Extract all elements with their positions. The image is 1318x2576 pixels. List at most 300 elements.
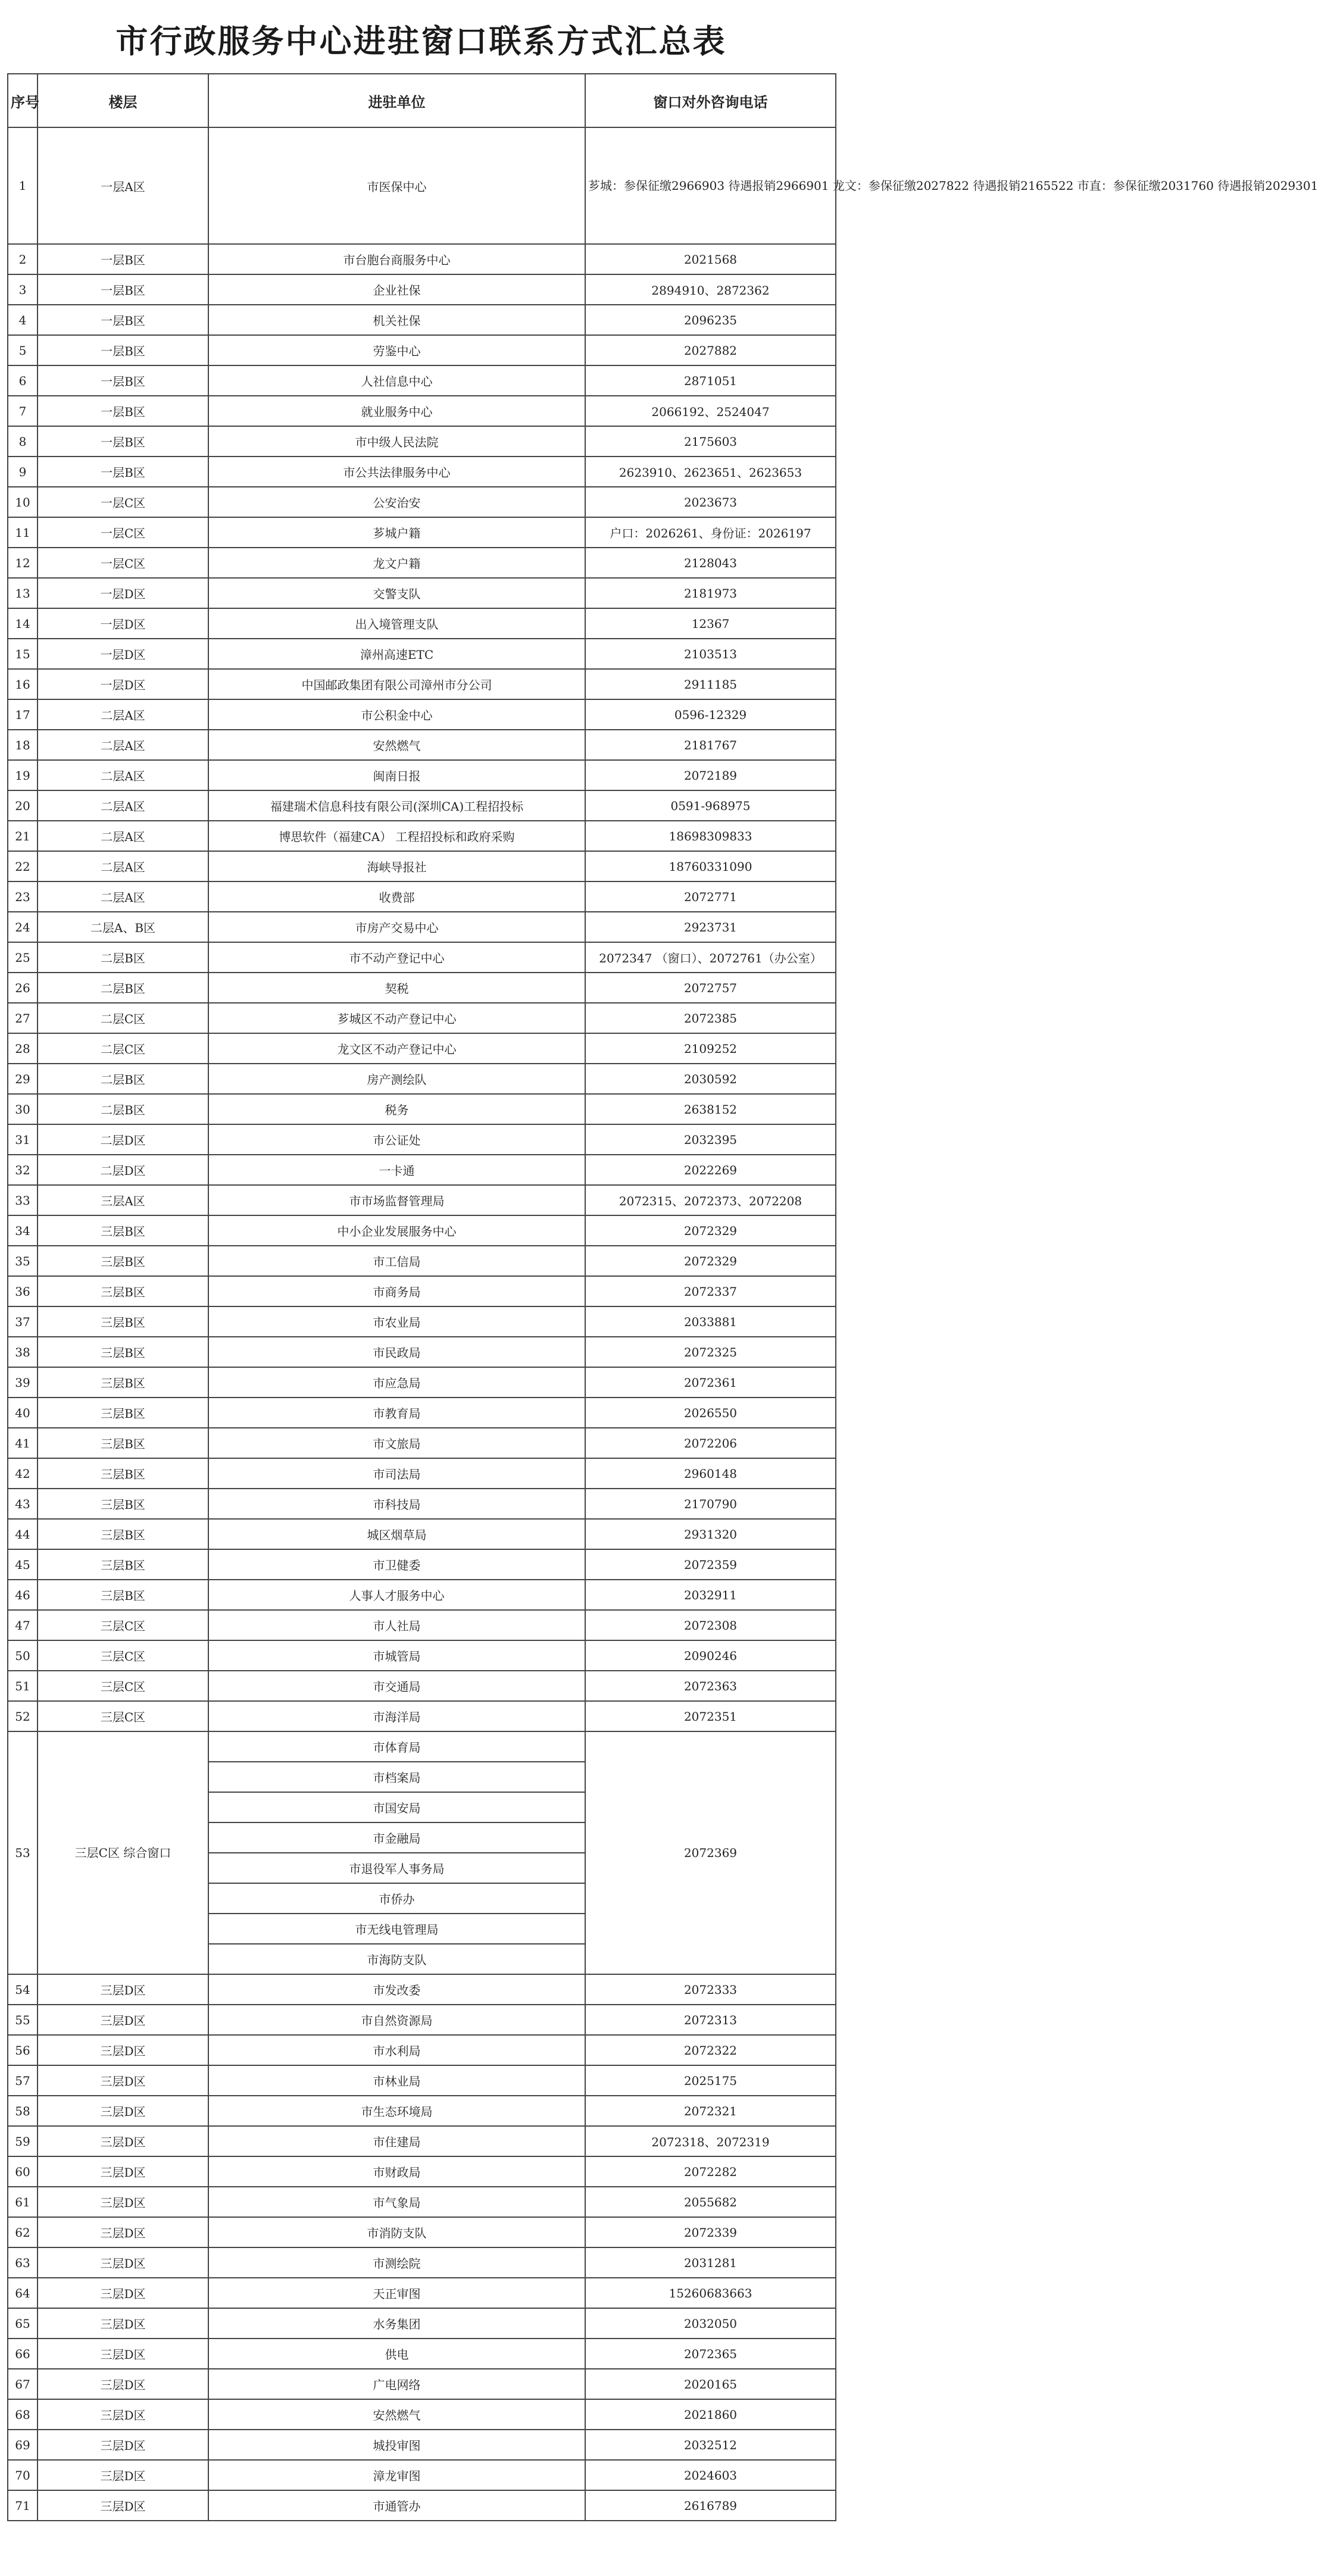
row-number: 65 (8, 2308, 38, 2339)
row-phone: 2072351 (585, 1701, 836, 1731)
row-phone: 2072363 (585, 1671, 836, 1701)
row-unit: 天正审图 (208, 2278, 585, 2308)
row-unit: 市公证处 (208, 1124, 585, 1155)
table-row (8, 365, 836, 396)
row-number: 16 (8, 669, 38, 699)
row-unit: 市教育局 (208, 1398, 585, 1428)
row-unit: 海峡导报社 (208, 851, 585, 881)
row-phone: 2066192、2524047 (585, 396, 836, 426)
row-floor: 二层A区 (38, 760, 208, 790)
row-unit: 出入境管理支队 (208, 608, 585, 639)
row-phone: 2911185 (585, 669, 836, 699)
row-phone: 2025175 (585, 2065, 836, 2096)
row-number: 70 (8, 2460, 38, 2490)
table-row (8, 1640, 836, 1671)
row-unit: 市人社局 (208, 1610, 585, 1640)
row-floor: 二层B区 (38, 973, 208, 1003)
table-row (8, 912, 836, 942)
row-unit: 博思软件（福建CA） 工程招投标和政府采购 (208, 821, 585, 851)
row-number: 32 (8, 1155, 38, 1185)
table-row (8, 1519, 836, 1549)
table-row (8, 1428, 836, 1458)
row-phone: 2021860 (585, 2399, 836, 2430)
row-unit: 市房产交易中心 (208, 912, 585, 942)
row-number: 30 (8, 1094, 38, 1124)
table-row (8, 1246, 836, 1276)
table-row (8, 2187, 836, 2217)
table-row (8, 2126, 836, 2156)
row-phone: 2072321 (585, 2096, 836, 2126)
row-phone: 2931320 (585, 1519, 836, 1549)
table-row (8, 2156, 836, 2187)
row-floor: 二层B区 (38, 942, 208, 973)
table-row (8, 487, 836, 517)
row-phone: 15260683663 (585, 2278, 836, 2308)
row-floor: 三层D区 (38, 2247, 208, 2278)
table-body (8, 127, 1318, 2521)
row-unit: 龙文区不动产登记中心 (208, 1033, 585, 1064)
row-unit: 市中级人民法院 (208, 426, 585, 457)
row-unit: 市农业局 (208, 1306, 585, 1337)
table-row (8, 1731, 836, 1762)
row-unit: 市工信局 (208, 1246, 585, 1276)
row-number: 17 (8, 699, 38, 730)
row-number: 24 (8, 912, 38, 942)
row-phone: 2072189 (585, 760, 836, 790)
table-row (8, 1306, 836, 1337)
table-row (8, 548, 836, 578)
row-floor: 三层D区 (38, 2065, 208, 2096)
row-number: 5 (8, 335, 38, 365)
row-unit: 市商务局 (208, 1276, 585, 1306)
row-unit: 契税 (208, 973, 585, 1003)
row-floor: 三层B区 (38, 1428, 208, 1458)
table-row (8, 1458, 836, 1489)
row-floor: 三层B区 (38, 1337, 208, 1367)
row-unit: 市体育局 (208, 1731, 585, 1762)
row-unit: 芗城区不动产登记中心 (208, 1003, 585, 1033)
row-floor: 一层D区 (38, 669, 208, 699)
row-phone: 2072337 (585, 1276, 836, 1306)
row-floor: 二层A区 (38, 881, 208, 912)
row-phone: 2616789 (585, 2490, 836, 2521)
row-unit: 公安治安 (208, 487, 585, 517)
table-row (8, 1155, 836, 1185)
row-unit: 劳鉴中心 (208, 335, 585, 365)
row-number: 44 (8, 1519, 38, 1549)
table-row (8, 1094, 836, 1124)
row-phone: 2030592 (585, 1064, 836, 1094)
row-unit: 市公共法律服务中心 (208, 457, 585, 487)
row-unit: 市不动产登记中心 (208, 942, 585, 973)
table-row (8, 1398, 836, 1428)
row-unit: 闽南日报 (208, 760, 585, 790)
row-unit: 供电 (208, 2339, 585, 2369)
row-number: 10 (8, 487, 38, 517)
row-unit: 收费部 (208, 881, 585, 912)
row-floor: 三层D区 (38, 2217, 208, 2247)
row-number: 67 (8, 2369, 38, 2399)
row-phone: 2072365 (585, 2339, 836, 2369)
row-number: 54 (8, 1974, 38, 2005)
row-unit: 福建瑞术信息科技有限公司(深圳CA)工程招投标 (208, 790, 585, 821)
row-floor: 三层B区 (38, 1215, 208, 1246)
row-floor: 三层B区 (38, 1398, 208, 1428)
table-row (8, 2247, 836, 2278)
table-row (8, 2369, 836, 2399)
row-unit: 税务 (208, 1094, 585, 1124)
row-floor: 二层C区 (38, 1033, 208, 1064)
row-number: 19 (8, 760, 38, 790)
row-floor: 一层B区 (38, 274, 208, 305)
table-row (8, 1610, 836, 1640)
row-number: 69 (8, 2430, 38, 2460)
row-phone: 18760331090 (585, 851, 836, 881)
row-phone: 2072315、2072373、2072208 (585, 1185, 836, 1215)
row-unit: 市住建局 (208, 2126, 585, 2156)
row-unit: 人事人才服务中心 (208, 1580, 585, 1610)
row-number: 27 (8, 1003, 38, 1033)
row-number: 62 (8, 2217, 38, 2247)
row-unit: 市档案局 (208, 1762, 585, 1792)
row-floor: 三层D区 (38, 2369, 208, 2399)
row-unit: 市文旅局 (208, 1428, 585, 1458)
row-phone: 2055682 (585, 2187, 836, 2217)
row-unit: 市公积金中心 (208, 699, 585, 730)
row-number: 21 (8, 821, 38, 851)
row-number: 42 (8, 1458, 38, 1489)
row-number: 4 (8, 305, 38, 335)
table-row (8, 608, 836, 639)
header-phone: 窗口对外咨询电话 (585, 74, 836, 127)
row-floor: 一层D区 (38, 578, 208, 608)
row-unit: 市民政局 (208, 1337, 585, 1367)
row-number: 64 (8, 2278, 38, 2308)
row-floor: 一层B区 (38, 244, 208, 274)
row-floor: 三层B区 (38, 1306, 208, 1337)
row-unit: 市医保中心 (208, 127, 585, 244)
row-floor: 三层C区 (38, 1701, 208, 1731)
row-floor: 三层D区 (38, 2096, 208, 2126)
table-row (8, 274, 836, 305)
row-number: 40 (8, 1398, 38, 1428)
row-number: 50 (8, 1640, 38, 1671)
table-row (8, 1489, 836, 1519)
row-unit: 就业服务中心 (208, 396, 585, 426)
row-floor: 三层C区 综合窗口 (38, 1731, 208, 1974)
row-number: 26 (8, 973, 38, 1003)
row-phone: 芗城：参保征缴2966903 待遇报销2966901 龙文：参保征缴2027822 待遇报销2165522 市直：参保征缴2031760 待遇报销2029301 (585, 127, 836, 244)
row-phone: 2032911 (585, 1580, 836, 1610)
table-row (8, 396, 836, 426)
table-row (8, 1064, 836, 1094)
table-row (8, 2005, 836, 2035)
row-number: 51 (8, 1671, 38, 1701)
row-phone: 2638152 (585, 1094, 836, 1124)
row-phone: 2128043 (585, 548, 836, 578)
row-unit: 城投审图 (208, 2430, 585, 2460)
header-row (8, 74, 836, 127)
row-floor: 二层B区 (38, 1094, 208, 1124)
table-row (8, 2217, 836, 2247)
row-number: 60 (8, 2156, 38, 2187)
row-floor: 一层B区 (38, 305, 208, 335)
row-number: 56 (8, 2035, 38, 2065)
row-phone: 2032395 (585, 1124, 836, 1155)
row-phone: 2181973 (585, 578, 836, 608)
table-row (8, 426, 836, 457)
row-number: 45 (8, 1549, 38, 1580)
table-row (8, 305, 836, 335)
row-phone: 2021568 (585, 244, 836, 274)
table-row (8, 881, 836, 912)
row-unit: 安然燃气 (208, 2399, 585, 2430)
row-phone: 2072361 (585, 1367, 836, 1398)
row-floor: 二层C区 (38, 1003, 208, 1033)
row-unit: 城区烟草局 (208, 1519, 585, 1549)
row-floor: 三层B区 (38, 1489, 208, 1519)
table-row (8, 2490, 836, 2521)
row-number: 13 (8, 578, 38, 608)
row-unit: 市水利局 (208, 2035, 585, 2065)
row-phone: 2072333 (585, 1974, 836, 2005)
table-row (8, 1974, 836, 2005)
row-unit: 芗城户籍 (208, 517, 585, 548)
row-number: 61 (8, 2187, 38, 2217)
row-phone: 2031281 (585, 2247, 836, 2278)
row-floor: 一层B区 (38, 365, 208, 396)
row-floor: 一层A区 (38, 127, 208, 244)
row-phone: 2181767 (585, 730, 836, 760)
table-row (8, 1033, 836, 1064)
row-number: 6 (8, 365, 38, 396)
row-unit: 广电网络 (208, 2369, 585, 2399)
row-floor: 二层D区 (38, 1124, 208, 1155)
row-number: 36 (8, 1276, 38, 1306)
contact-table (7, 73, 1318, 2521)
row-unit: 市海防支队 (208, 1944, 585, 1974)
table-row (8, 1549, 836, 1580)
table-row (8, 1185, 836, 1215)
row-floor: 三层B区 (38, 1246, 208, 1276)
row-floor: 二层D区 (38, 1155, 208, 1185)
row-number: 3 (8, 274, 38, 305)
row-number: 46 (8, 1580, 38, 1610)
row-floor: 二层A区 (38, 790, 208, 821)
page-title: 市行政服务中心进驻窗口联系方式汇总表 (115, 21, 727, 60)
row-phone: 2022269 (585, 1155, 836, 1185)
row-floor: 一层C区 (38, 487, 208, 517)
row-phone: 2072282 (585, 2156, 836, 2187)
row-phone: 2894910、2872362 (585, 274, 836, 305)
row-unit: 中国邮政集团有限公司漳州市分公司 (208, 669, 585, 699)
row-number: 29 (8, 1064, 38, 1094)
row-floor: 二层A区 (38, 699, 208, 730)
table-row (8, 578, 836, 608)
row-unit: 人社信息中心 (208, 365, 585, 396)
row-floor: 三层D区 (38, 2156, 208, 2187)
row-phone: 2072329 (585, 1215, 836, 1246)
table-row (8, 699, 836, 730)
row-number: 66 (8, 2339, 38, 2369)
row-phone: 2103513 (585, 639, 836, 669)
row-floor: 一层D区 (38, 608, 208, 639)
row-phone: 2170790 (585, 1489, 836, 1519)
row-floor: 三层B区 (38, 1276, 208, 1306)
row-number: 37 (8, 1306, 38, 1337)
row-unit: 房产测绘队 (208, 1064, 585, 1094)
row-number: 35 (8, 1246, 38, 1276)
row-number: 12 (8, 548, 38, 578)
row-unit: 市海洋局 (208, 1701, 585, 1731)
row-number: 14 (8, 608, 38, 639)
table-row (8, 2278, 836, 2308)
row-unit: 市应急局 (208, 1367, 585, 1398)
row-phone: 2072347 （窗口）、2072761（办公室） (585, 942, 836, 973)
table-row (8, 1367, 836, 1398)
row-number: 57 (8, 2065, 38, 2096)
row-unit: 市发改委 (208, 1974, 585, 2005)
row-phone: 2072329 (585, 1246, 836, 1276)
table-row (8, 2308, 836, 2339)
table-row (8, 760, 836, 790)
header-floor: 楼层 (38, 74, 208, 127)
table-row (8, 2399, 836, 2430)
row-phone: 12367 (585, 608, 836, 639)
row-phone: 2020165 (585, 2369, 836, 2399)
row-number: 7 (8, 396, 38, 426)
row-phone: 2072322 (585, 2035, 836, 2065)
row-floor: 一层B区 (38, 335, 208, 365)
row-unit: 市通管办 (208, 2490, 585, 2521)
row-floor: 三层C区 (38, 1671, 208, 1701)
row-number: 28 (8, 1033, 38, 1064)
row-phone: 2871051 (585, 365, 836, 396)
row-unit: 水务集团 (208, 2308, 585, 2339)
row-number: 15 (8, 639, 38, 669)
row-phone: 2026550 (585, 1398, 836, 1428)
row-floor: 三层D区 (38, 2035, 208, 2065)
row-phone: 2175603 (585, 426, 836, 457)
row-unit: 市消防支队 (208, 2217, 585, 2247)
table-row (8, 2460, 836, 2490)
row-floor: 三层A区 (38, 1185, 208, 1215)
row-phone: 2960148 (585, 1458, 836, 1489)
table-row (8, 127, 836, 244)
row-number: 8 (8, 426, 38, 457)
row-phone: 2027882 (585, 335, 836, 365)
row-number: 52 (8, 1701, 38, 1731)
row-phone: 18698309833 (585, 821, 836, 851)
row-number: 20 (8, 790, 38, 821)
row-number: 33 (8, 1185, 38, 1215)
row-phone: 2072206 (585, 1428, 836, 1458)
row-unit: 一卡通 (208, 1155, 585, 1185)
row-number: 18 (8, 730, 38, 760)
row-floor: 三层B区 (38, 1549, 208, 1580)
row-phone: 2623910、2623651、2623653 (585, 457, 836, 487)
row-phone: 户口：2026261、身份证：2026197 (585, 517, 836, 548)
table-row (8, 1215, 836, 1246)
row-floor: 三层D区 (38, 2308, 208, 2339)
row-number: 9 (8, 457, 38, 487)
table-row (8, 2339, 836, 2369)
table-row (8, 973, 836, 1003)
row-number: 63 (8, 2247, 38, 2278)
row-unit: 市生态环境局 (208, 2096, 585, 2126)
row-phone: 2032050 (585, 2308, 836, 2339)
row-phone: 2109252 (585, 1033, 836, 1064)
row-floor: 三层C区 (38, 1610, 208, 1640)
header-unit: 进驻单位 (208, 74, 585, 127)
table-row (8, 457, 836, 487)
row-number: 43 (8, 1489, 38, 1519)
row-floor: 三层D区 (38, 2399, 208, 2430)
table-row (8, 1701, 836, 1731)
row-number: 47 (8, 1610, 38, 1640)
row-unit: 市司法局 (208, 1458, 585, 1489)
row-floor: 三层D区 (38, 2126, 208, 2156)
row-unit: 市金融局 (208, 1822, 585, 1853)
table-row (8, 1124, 836, 1155)
row-unit: 市城管局 (208, 1640, 585, 1671)
row-unit: 市卫健委 (208, 1549, 585, 1580)
row-floor: 三层B区 (38, 1367, 208, 1398)
row-phone: 2096235 (585, 305, 836, 335)
row-phone: 2072369 (585, 1731, 836, 1974)
table-row (8, 669, 836, 699)
row-phone: 2072325 (585, 1337, 836, 1367)
row-unit: 交警支队 (208, 578, 585, 608)
row-number: 71 (8, 2490, 38, 2521)
row-floor: 一层C区 (38, 548, 208, 578)
table-row (8, 639, 836, 669)
row-phone: 2072771 (585, 881, 836, 912)
row-floor: 三层B区 (38, 1580, 208, 1610)
row-floor: 二层A区 (38, 730, 208, 760)
row-unit: 市科技局 (208, 1489, 585, 1519)
row-phone: 2033881 (585, 1306, 836, 1337)
row-floor: 三层D区 (38, 2187, 208, 2217)
row-unit: 市台胞台商服务中心 (208, 244, 585, 274)
row-number: 38 (8, 1337, 38, 1367)
row-number: 55 (8, 2005, 38, 2035)
row-phone: 2032512 (585, 2430, 836, 2460)
table-row (8, 942, 836, 973)
table-row (8, 2096, 836, 2126)
row-number: 41 (8, 1428, 38, 1458)
row-unit: 市气象局 (208, 2187, 585, 2217)
row-number: 34 (8, 1215, 38, 1246)
row-floor: 一层B区 (38, 396, 208, 426)
row-unit: 龙文户籍 (208, 548, 585, 578)
row-floor: 二层A区 (38, 851, 208, 881)
row-phone: 2072308 (585, 1610, 836, 1640)
header-no: 序号 (8, 74, 38, 127)
row-unit: 漳龙审图 (208, 2460, 585, 2490)
row-phone: 2072318、2072319 (585, 2126, 836, 2156)
row-phone: 2024603 (585, 2460, 836, 2490)
row-floor: 三层D区 (38, 2339, 208, 2369)
row-phone: 2090246 (585, 1640, 836, 1671)
row-unit: 市自然资源局 (208, 2005, 585, 2035)
row-number: 25 (8, 942, 38, 973)
row-phone: 2023673 (585, 487, 836, 517)
row-unit: 安然燃气 (208, 730, 585, 760)
row-unit: 市无线电管理局 (208, 1914, 585, 1944)
row-unit: 市交通局 (208, 1671, 585, 1701)
row-floor: 三层B区 (38, 1519, 208, 1549)
